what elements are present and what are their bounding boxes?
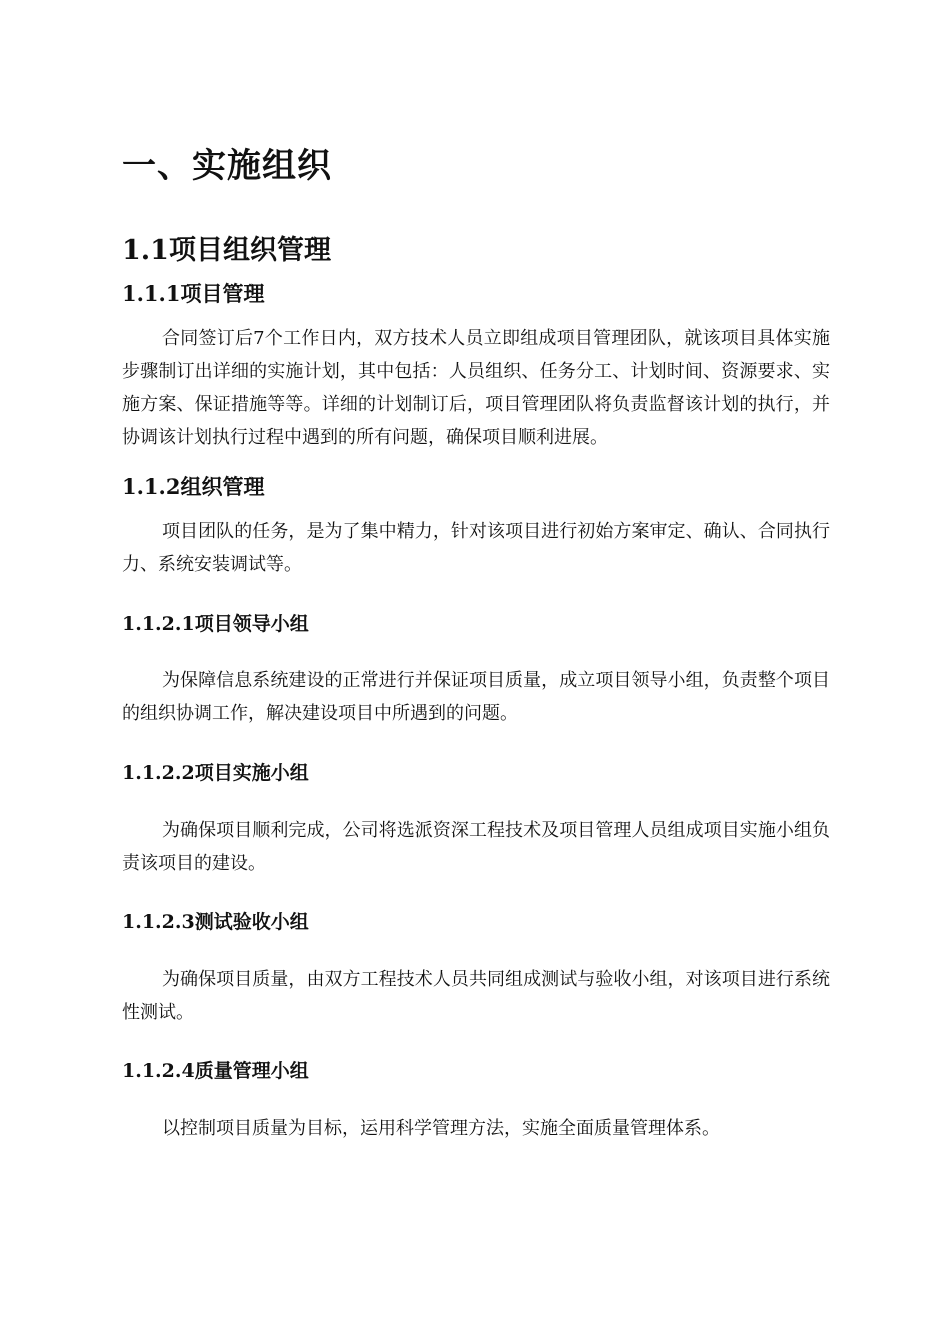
- section-body-1-1-2-3: 为确保项目质量，由双方工程技术人员共同组成测试与验收小组，对该项目进行系统性测试。: [122, 969, 830, 1023]
- document-title: 一、实施组织: [122, 146, 332, 186]
- section-body-1-1-2: 项目团队的任务，是为了集中精力，针对该项目进行初始方案审定、确认、合同执行力、系统安装调试等。: [122, 521, 830, 575]
- section-heading-1-1-2-1: 1.1.2.1项目领导小组: [122, 613, 309, 635]
- section-heading-1-1-2-3: 1.1.2.3测试验收小组: [122, 911, 309, 933]
- section-heading-1-1-2-4: 1.1.2.4质量管理小组: [122, 1060, 309, 1082]
- section-body-1-1-2-2: 为确保项目顺利完成，公司将选派资深工程技术及项目管理人员组成项目实施小组负责该项目的建设。: [122, 820, 830, 874]
- section-heading-1-1-2: 1.1.2组织管理: [122, 474, 265, 499]
- section-heading-1-1-1: 1.1.1项目管理: [122, 281, 265, 306]
- section-body-1-1-2-1: 为保障信息系统建设的正常进行并保证项目质量，成立项目领导小组，负责整个项目的组织协调工作，解决建设项目中所遇到的问题。: [122, 670, 830, 724]
- section-body-1-1-1: 合同签订后7个工作日内，双方技术人员立即组成项目管理团队，就该项目具体实施步骤制订出详细的实施计划，其中包括：人员组织、任务分工、计划时间、资源要求、实施方案、保证措施等等。详细的计划制订后，项目管理团队将负责监督该计划的执行，并协调该计划执行过程中遇到的所有问题，确保项目顺利进展。: [122, 328, 830, 448]
- section-body-1-1-2-4: 以控制项目质量为目标，运用科学管理方法，实施全面质量管理体系。: [162, 1118, 720, 1139]
- section-heading-1-1: 1.1项目组织管理: [122, 235, 331, 266]
- section-heading-1-1-2-2: 1.1.2.2项目实施小组: [122, 762, 309, 784]
